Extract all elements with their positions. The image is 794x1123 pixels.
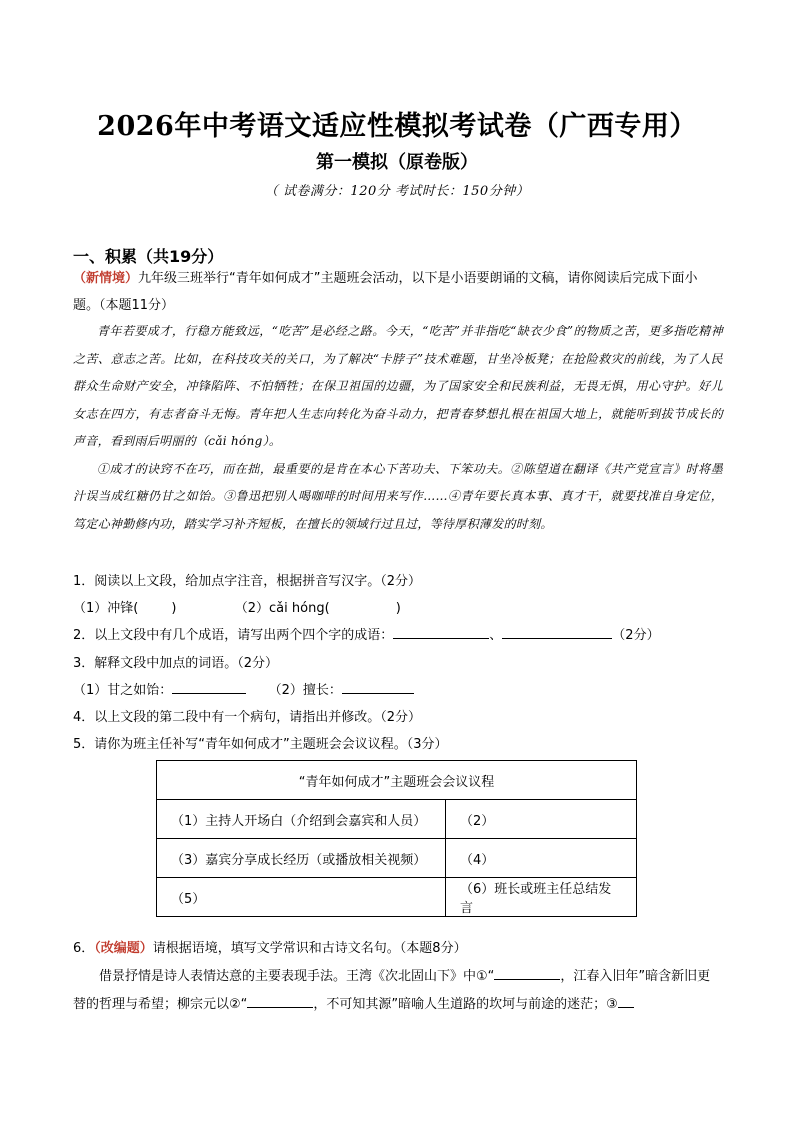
new-context-tag: （新情境） [73, 271, 139, 286]
question-1-part-b: （2）cǎi hóng( ) [234, 601, 401, 616]
answer-blank[interactable] [393, 624, 489, 639]
question-3-part-b: （2）擅长： [268, 683, 342, 698]
adapted-tag: （改编题） [94, 941, 153, 956]
question-6-body [73, 963, 723, 1019]
table-row [157, 761, 637, 800]
question-1-part-a: （1）冲锋( ) [73, 601, 177, 616]
question-3-part-a: （1）甘之如饴： [73, 683, 173, 698]
table-row [157, 878, 637, 917]
agenda-cell: （2） [446, 800, 637, 839]
agenda-cell: （3）嘉宾分享成长经历（或播放相关视频） [157, 839, 446, 878]
question-6-number: 6． [73, 941, 95, 956]
question-2-text: 2．以上文段中有几个成语，请写出两个四个字的成语： [73, 628, 394, 643]
exam-title: 2026年中考语文适应性模拟考试卷（广西专用） [97, 111, 697, 142]
agenda-cell: （1）主持人开场白（介绍到会嘉宾和人员） [157, 800, 446, 839]
answer-blank[interactable] [172, 679, 246, 694]
table-row [157, 839, 637, 878]
answer-blank[interactable] [494, 965, 560, 980]
question-1-parts [73, 597, 401, 616]
question-6-text-a: 借景抒情是诗人表情达意的主要表现手法。王湾《次北固山下》中①“ [99, 969, 495, 984]
question-2 [73, 624, 660, 643]
reading-passage [73, 318, 723, 538]
question-6-intro: 请根据语境，填写文学常识和古诗文名句。（本题8分） [152, 941, 467, 956]
section-intro [73, 266, 723, 319]
question-6-text-c: ，不可知其源”暗喻人生道路的坎坷与前途的迷茫；③ [313, 997, 618, 1012]
agenda-table [156, 760, 637, 917]
question-6-header [73, 935, 723, 963]
agenda-cell: （4） [446, 839, 637, 878]
answer-blank[interactable] [247, 993, 313, 1008]
exam-subtitle: 第一模拟（原卷版） [316, 152, 478, 173]
agenda-cell: （5） [157, 878, 446, 917]
answer-blank[interactable] [502, 624, 612, 639]
answer-blank[interactable] [618, 993, 634, 1008]
question-4: 4．以上文段的第二段中有一个病句，请指出并修改。（2分） [73, 710, 422, 725]
table-row [157, 800, 637, 839]
agenda-title: “青年如何成才”主题班会会议议程 [157, 761, 637, 800]
passage-paragraph-1: 青年若要成才，行稳方能致远，“吃苦”是必经之路。今天，“吃苦”并非指吃“缺衣少食”的物质之苦，更多指吃精神之苦、意志之苦。比如，在科技攻关的关口，为了解决“卡脖子”技术难题，甘坐冷板凳；在抢险救灾的前线，为了人民群众生命财产安全，冲锋陷阵、不怕牺牲；在保卫祖国的边疆，为了国家安全和民族利益，无畏无惧，用心守护。好儿女志在四方，有志者奋斗无悔。青年把人生志向转化为奋斗动力，把青春梦想扎根在祖国大地上，就能听到拔节成长的声音，看到雨后明丽的（cǎi hóng）。 [73, 324, 723, 448]
question-6 [73, 935, 723, 1019]
question-1: 1．阅读以上文段，给加点字注音，根据拼音写汉字。（2分） [73, 574, 422, 589]
agenda-cell: （6）班长或班主任总结发言 [446, 878, 637, 917]
question-3: 3．解释文段中加点的词语。（2分） [73, 656, 279, 671]
section-intro-text: 九年级三班举行“青年如何成才”主题班会活动，以下是小语要朗诵的文稿，请你阅读后完成下面小题。（本题11分） [73, 271, 698, 313]
question-3-parts [73, 679, 414, 698]
exam-meta: （ 试卷满分：120分 考试时长：150分钟） [264, 184, 530, 199]
answer-blank[interactable] [342, 679, 414, 694]
question-2-separator: 、 [489, 628, 503, 643]
question-6-text-b: ，江春入旧年”暗含新旧更替的哲理与希望；柳宗元以②“ [73, 969, 711, 1012]
question-2-score: （2分） [612, 628, 660, 643]
question-5: 5．请你为班主任补写“青年如何成才”主题班会会议议程。（3分） [73, 737, 448, 752]
passage-paragraph-2: ①成才的诀窍不在巧，而在拙，最重要的是肯在本心下苦功夫、下笨功夫。②陈望道在翻译《共产党宣言》时将墨汁误当成红糖仍甘之如饴。③鲁迅把别人喝咖啡的时间用来写作……④青年要长真本事、真才干，就要找准自身定位，笃定心神勤修内功，踏实学习补齐短板，在擅长的领域行过且过，等待厚积薄发的时刻。 [73, 461, 723, 531]
section-heading: 一、积累（共19分） [73, 247, 224, 266]
